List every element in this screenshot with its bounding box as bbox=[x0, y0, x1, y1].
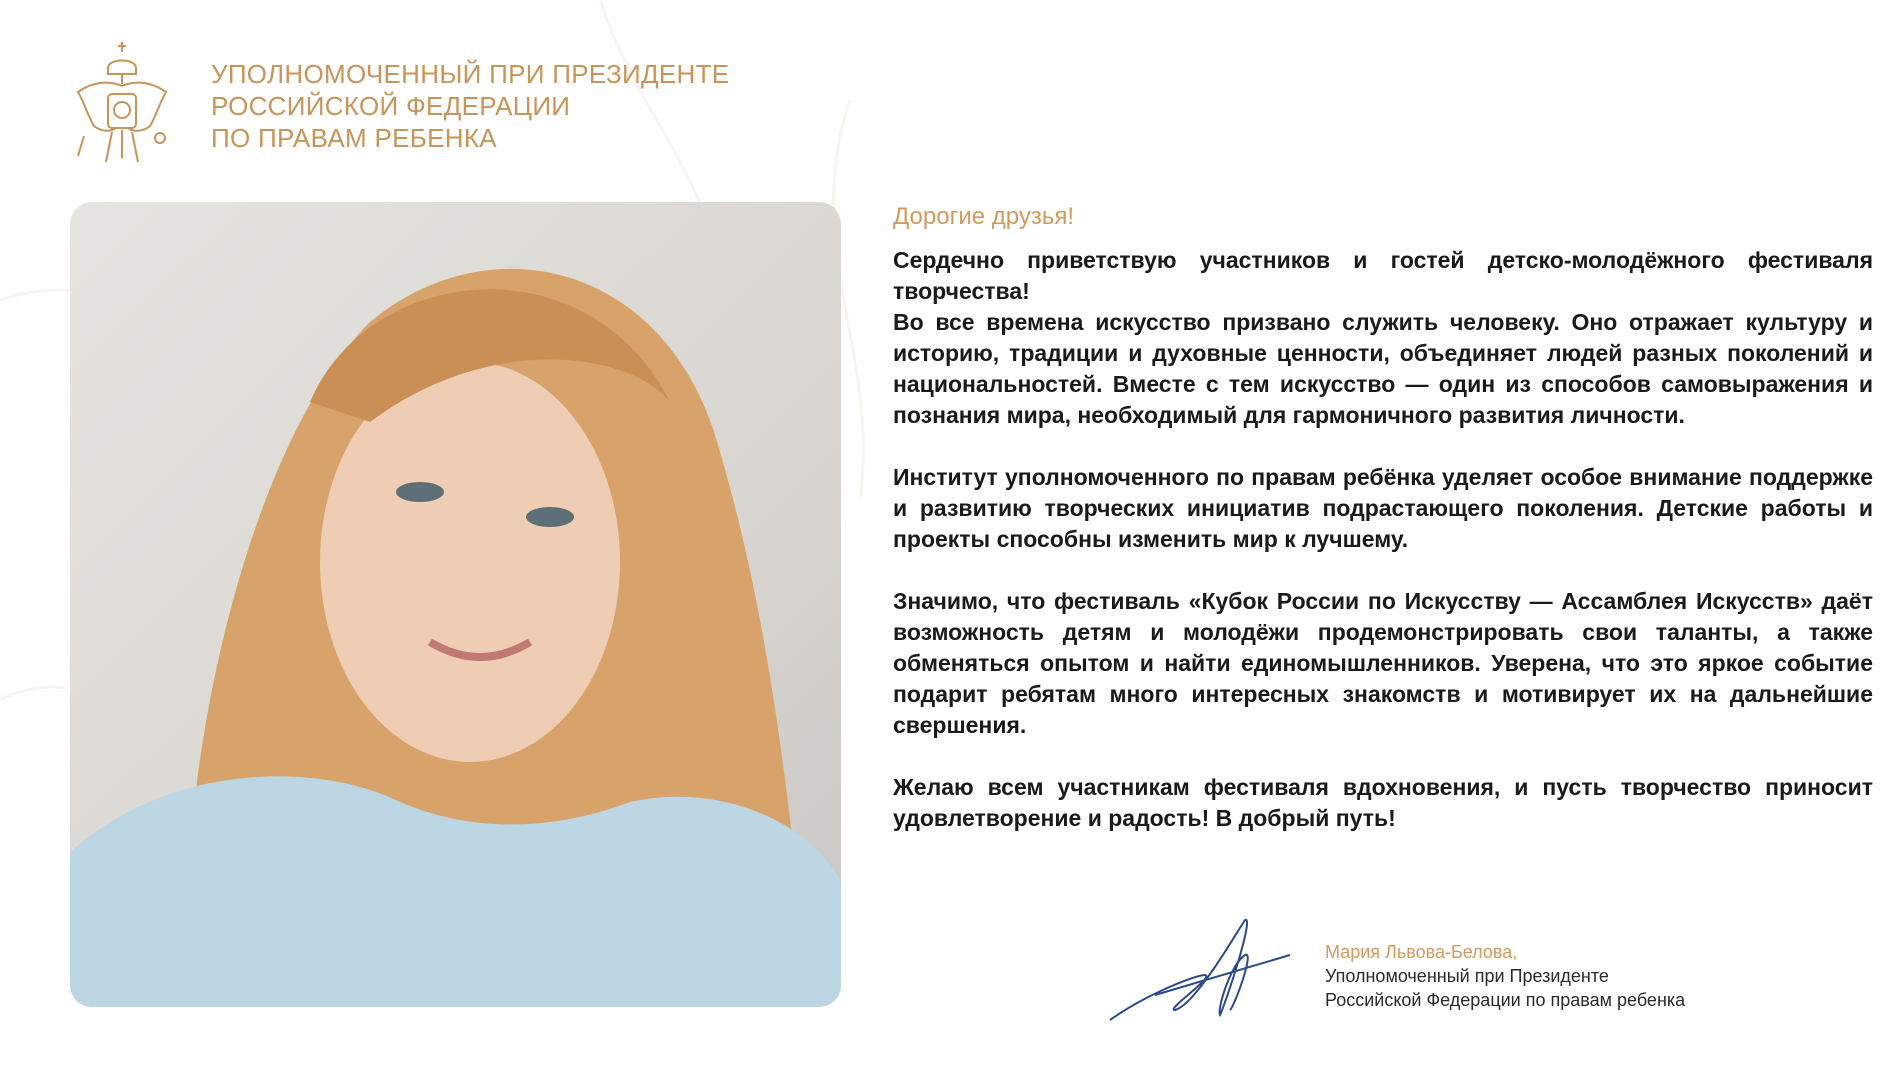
coat-of-arms-icon bbox=[68, 40, 176, 170]
greeting: Дорогие друзья! bbox=[893, 203, 1074, 230]
portrait-photo bbox=[70, 202, 841, 1007]
organization-title bbox=[211, 58, 729, 154]
paragraph: Желаю всем участникам фестиваля вдохновения, и пусть творчество приносит удовлетворение и радость! В добрый путь! bbox=[893, 774, 1873, 831]
org-line: РОССИЙСКОЙ ФЕДЕРАЦИИ bbox=[211, 91, 571, 121]
paragraph: Сердечно приветствую участников и гостей детско-молодёжного фестиваля творчества! bbox=[893, 247, 1873, 304]
org-line: УПОЛНОМОЧЕННЫЙ ПРИ ПРЕЗИДЕНТЕ bbox=[211, 59, 730, 89]
handwritten-signature bbox=[1105, 915, 1295, 1025]
signer-name: Мария Львова-Белова, bbox=[1325, 942, 1518, 962]
signature-block bbox=[1325, 940, 1685, 1012]
org-line: ПО ПРАВАМ РЕБЕНКА bbox=[211, 123, 497, 153]
signer-title: Российской Федерации по правам ребенка bbox=[1325, 990, 1686, 1010]
paragraph: Во все времена искусство призвано служить человеку. Оно отражает культуру и историю, традиции и духовные ценности, объединяет людей разных поколений и национальностей. Вместе с тем искусство — один из способов самовыражения и познания мира, необходимый для гармоничного развития личности. bbox=[893, 309, 1873, 428]
paragraph: Значимо, что фестиваль «Кубок России по Искусству — Ассамблея Искусств» даёт возможность детям и молодёжи продемонстрировать свои таланты, а также обменяться опытом и найти единомышленников. Уверена, что это яркое событие подарит ребятам много интересных знакомств и мотивирует их на дальнейшие свершения. bbox=[893, 588, 1873, 738]
paragraph: Институт уполномоченного по правам ребёнка уделяет особое внимание поддержке и развитию творческих инициатив подрастающего поколения. Детские работы и проекты способны изменить мир к лучшему. bbox=[893, 464, 1873, 552]
letter-body bbox=[893, 203, 1873, 834]
signer-title: Уполномоченный при Президенте bbox=[1325, 966, 1609, 986]
